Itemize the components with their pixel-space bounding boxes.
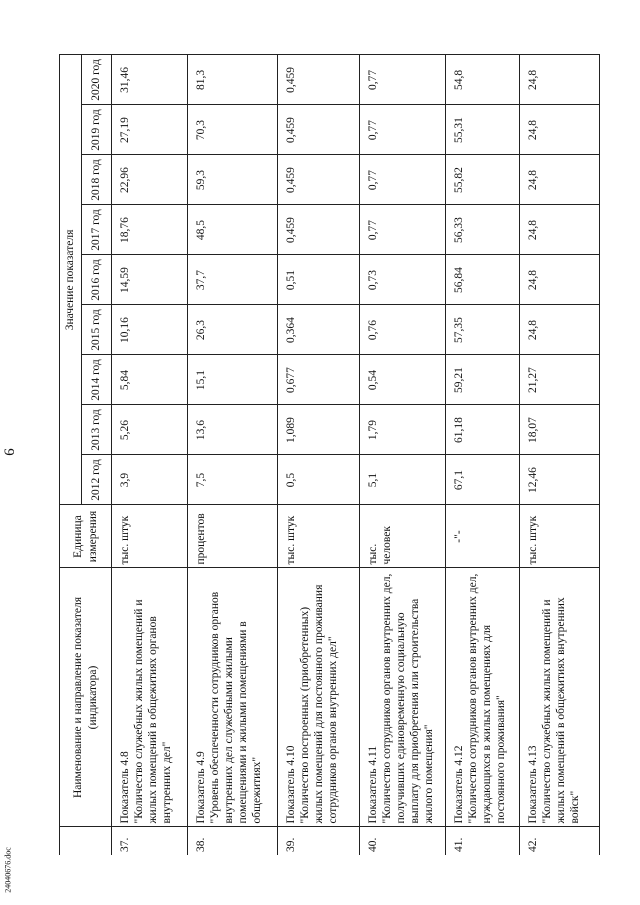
indicator-title: Показатель 4.8 — [119, 751, 131, 824]
value-cell: 5,1 — [360, 455, 446, 505]
indicator-description: "Количество служебных жилых помещений и жилых помещений в общежитиях органов внутренних дел" — [133, 599, 174, 824]
header-year: 2019 год — [82, 105, 112, 155]
value-cell: 0,76 — [360, 305, 446, 355]
value-cell: 1,79 — [360, 405, 446, 455]
indicator-name — [360, 568, 446, 827]
value-cell: 10,16 — [112, 305, 188, 355]
value-cell: 24,8 — [520, 305, 600, 355]
value-cell: 0,77 — [360, 55, 446, 105]
indicator-description: "Количество сотрудников органов внутренних дел, получивших единовременную социальную выплату для приобретения или строительства жилого помещения" — [381, 573, 436, 824]
indicator-title: Показатель 4.12 — [453, 745, 465, 824]
value-cell: 13,6 — [188, 405, 278, 455]
value-cell: 81,3 — [188, 55, 278, 105]
value-cell: 26,3 — [188, 305, 278, 355]
header-unit: Единица измерения — [60, 505, 112, 568]
value-cell: 0,459 — [278, 105, 360, 155]
table-row — [446, 55, 520, 855]
value-cell: 48,5 — [188, 205, 278, 255]
footer-file-code: 24040676.doc — [3, 847, 13, 893]
indicator-description: "Количество построенных (приобретенных) жилых помещений для постоянного проживания сотрудников органов внутренних дел" — [299, 584, 340, 824]
indicator-name — [112, 568, 188, 827]
indicator-table — [59, 54, 600, 855]
value-cell: 24,8 — [520, 255, 600, 305]
value-cell: 3,9 — [112, 455, 188, 505]
indicator-name — [278, 568, 360, 827]
header-year: 2015 год — [82, 305, 112, 355]
unit-cell: тыс. штук — [112, 505, 188, 568]
value-cell: 0,459 — [278, 205, 360, 255]
value-cell: 24,8 — [520, 205, 600, 255]
value-cell: 18,07 — [520, 405, 600, 455]
value-cell: 21,27 — [520, 355, 600, 405]
indicator-title: Показатель 4.13 — [527, 745, 539, 824]
value-cell: 0,51 — [278, 255, 360, 305]
row-number: 39. — [278, 827, 360, 855]
header-year: 2018 год — [82, 155, 112, 205]
value-cell: 57,35 — [446, 305, 520, 355]
row-number: 42. — [520, 827, 600, 855]
rotated-table-container — [59, 55, 599, 855]
indicator-title: Показатель 4.9 — [195, 751, 207, 824]
value-cell: 0,54 — [360, 355, 446, 405]
value-cell: 0,73 — [360, 255, 446, 305]
value-cell: 12,46 — [520, 455, 600, 505]
value-cell: 59,3 — [188, 155, 278, 205]
header-num — [60, 827, 112, 855]
header-name: Наименование и направление показателя (индикатора) — [60, 568, 112, 827]
value-cell: 67,1 — [446, 455, 520, 505]
indicator-description: "Уровень обеспеченности сотрудников органов внутренних дел служебными жилыми помещениями и жилыми помещениями в общежитиях" — [209, 591, 264, 824]
value-cell: 0,677 — [278, 355, 360, 405]
header-year: 2014 год — [82, 355, 112, 405]
table-row — [278, 55, 360, 855]
value-cell: 70,3 — [188, 105, 278, 155]
value-cell: 5,26 — [112, 405, 188, 455]
page-number: 9 — [0, 448, 17, 456]
header-values-group: Значение показателя — [60, 55, 82, 505]
value-cell: 27,19 — [112, 105, 188, 155]
value-cell: 14,59 — [112, 255, 188, 305]
unit-cell: тыс. штук — [278, 505, 360, 568]
table-row — [360, 55, 446, 855]
header-year: 2012 год — [82, 455, 112, 505]
indicator-name — [188, 568, 278, 827]
unit-cell: -"- — [446, 505, 520, 568]
indicator-description: "Количество служебных жилых помещений и жилых помещений в общежитиях внутренних войск" — [541, 597, 582, 824]
value-cell: 61,18 — [446, 405, 520, 455]
value-cell: 24,8 — [520, 155, 600, 205]
indicator-name — [446, 568, 520, 827]
row-number: 38. — [188, 827, 278, 855]
indicator-name — [520, 568, 600, 827]
value-cell: 7,5 — [188, 455, 278, 505]
unit-cell: тыс. штук — [520, 505, 600, 568]
header-year: 2017 год — [82, 205, 112, 255]
row-number: 40. — [360, 827, 446, 855]
value-cell: 59,21 — [446, 355, 520, 405]
row-number: 37. — [112, 827, 188, 855]
unit-cell: процентов — [188, 505, 278, 568]
value-cell: 5,84 — [112, 355, 188, 405]
header-year: 2016 год — [82, 255, 112, 305]
value-cell: 37,7 — [188, 255, 278, 305]
value-cell: 0,77 — [360, 155, 446, 205]
value-cell: 55,82 — [446, 155, 520, 205]
value-cell: 0,364 — [278, 305, 360, 355]
value-cell: 0,77 — [360, 105, 446, 155]
indicator-description: "Количество сотрудников органов внутренних дел, нуждающихся в жилых помещениях для постоянного проживания" — [467, 573, 508, 824]
header-year: 2013 год — [82, 405, 112, 455]
value-cell: 31,46 — [112, 55, 188, 105]
value-cell: 0,459 — [278, 55, 360, 105]
unit-cell: тыс. человек — [360, 505, 446, 568]
indicator-title: Показатель 4.11 — [367, 745, 379, 824]
value-cell: 15,1 — [188, 355, 278, 405]
value-cell: 55,31 — [446, 105, 520, 155]
table-row — [112, 55, 188, 855]
value-cell: 0,459 — [278, 155, 360, 205]
value-cell: 0,5 — [278, 455, 360, 505]
value-cell: 18,76 — [112, 205, 188, 255]
value-cell: 54,8 — [446, 55, 520, 105]
value-cell: 0,77 — [360, 205, 446, 255]
row-number: 41. — [446, 827, 520, 855]
table-row — [188, 55, 278, 855]
value-cell: 22,96 — [112, 155, 188, 205]
value-cell: 24,8 — [520, 55, 600, 105]
value-cell: 56,33 — [446, 205, 520, 255]
header-year: 2020 год — [82, 55, 112, 105]
value-cell: 24,8 — [520, 105, 600, 155]
table-row — [520, 55, 600, 855]
value-cell: 1,089 — [278, 405, 360, 455]
indicator-title: Показатель 4.10 — [285, 745, 297, 824]
value-cell: 56,84 — [446, 255, 520, 305]
